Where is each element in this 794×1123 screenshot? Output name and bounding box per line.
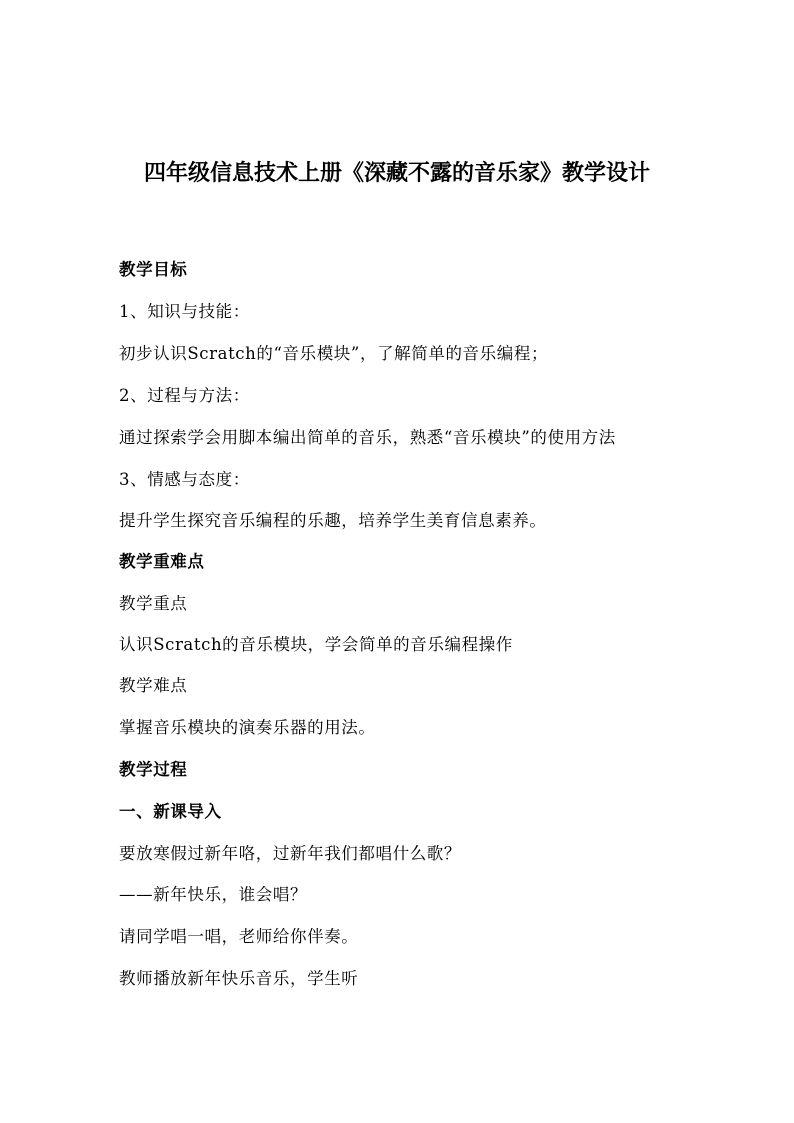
paragraph-line: 初步认识Scratch的“音乐模块”，了解简单的音乐编程； xyxy=(119,344,549,363)
subsection-heading-introduction: 一、新课导入 xyxy=(119,802,222,821)
paragraph-line: 教师播放新年快乐音乐，学生听 xyxy=(119,969,359,988)
paragraph-line: 认识Scratch的音乐模块，学会简单的音乐编程操作 xyxy=(119,635,513,654)
paragraph-line: 提升学生探究音乐编程的乐趣，培养学生美育信息素养。 xyxy=(119,511,547,530)
paragraph-line: 掌握音乐模块的演奏乐器的用法。 xyxy=(119,718,376,737)
paragraph-line: 请同学唱一唱，老师给你伴奏。 xyxy=(119,927,359,946)
paragraph-line: 教学重点 xyxy=(119,594,188,613)
document-title: 四年级信息技术上册《深藏不露的音乐家》教学设计 xyxy=(143,161,650,186)
section-heading-teaching-process: 教学过程 xyxy=(119,760,188,779)
section-heading-teaching-goals: 教学目标 xyxy=(119,260,188,279)
paragraph-line: 1、知识与技能： xyxy=(119,302,250,321)
paragraph-line: 通过探索学会用脚本编出简单的音乐，熟悉“音乐模块”的使用方法 xyxy=(119,428,616,447)
paragraph-line: ——新年快乐，谁会唱？ xyxy=(119,885,308,904)
paragraph-line: 2、过程与方法： xyxy=(119,386,250,405)
paragraph-line: 3、情感与态度： xyxy=(119,470,250,489)
paragraph-line: 教学难点 xyxy=(119,676,188,695)
paragraph-line: 要放寒假过新年咯，过新年我们都唱什么歌？ xyxy=(119,844,461,863)
section-heading-key-difficult-points: 教学重难点 xyxy=(119,552,205,571)
